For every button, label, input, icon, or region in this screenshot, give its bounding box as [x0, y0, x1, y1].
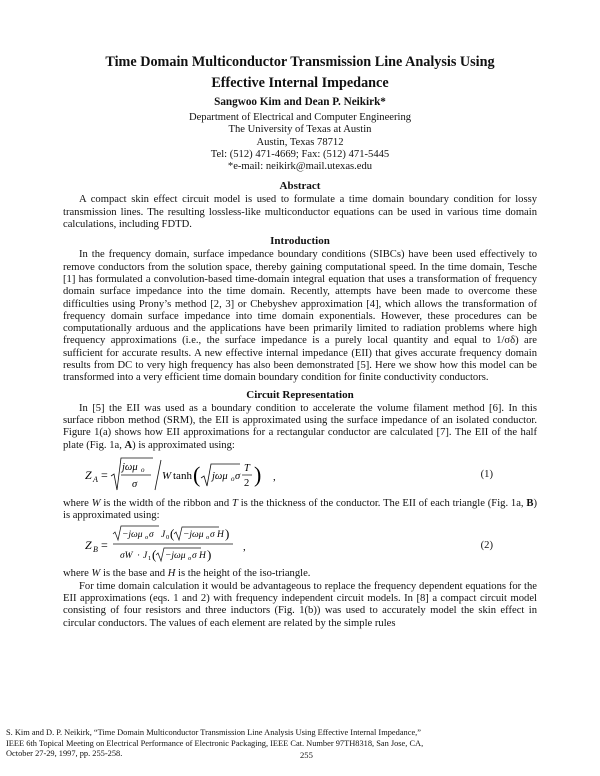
svg-text:,: , [243, 541, 246, 554]
svg-text:jωμ: jωμ [212, 470, 228, 482]
svg-text:σ: σ [149, 530, 154, 541]
footnote-line: IEEE 6th Topical Meeting on Electrical Performance of Electronic Packaging, IEEE Cat. Number 97TH8318, San Jose, CA, [6, 738, 424, 748]
svg-text:σ: σ [210, 530, 215, 541]
svg-text:o: o [231, 474, 235, 483]
svg-text:o: o [145, 534, 149, 542]
text-run: H [167, 568, 176, 580]
paper-title-line-2: Effective Internal Impedance [211, 75, 389, 91]
svg-text:(: ( [152, 547, 157, 563]
equation-2-number: (2) [480, 539, 493, 551]
svg-text:σ: σ [235, 470, 241, 482]
introduction-heading: Introduction [270, 235, 330, 248]
svg-text:tanh: tanh [173, 469, 192, 482]
svg-text:σ: σ [132, 478, 138, 490]
text-run: is the height of the iso-triangle. [175, 568, 311, 580]
footnote-line: S. Kim and D. P. Neikirk, “Time Domain Multiconductor Transmission Line Analysis Using Effective Internal Impedance,” [6, 728, 421, 737]
equation-1-formula [83, 454, 303, 496]
svg-text:,: , [273, 470, 276, 483]
affiliation-line: Austin, Texas 78712 [256, 136, 344, 148]
equation-2 [63, 524, 537, 566]
text-run: where [63, 497, 92, 509]
affiliation-line: Tel: (512) 471-4669; Fax: (512) 471-5445 [210, 148, 390, 160]
svg-text:=: = [101, 467, 108, 482]
circuit-paragraph-2 [63, 498, 537, 523]
svg-text:A: A [93, 474, 98, 484]
abstract-text: A compact skin effect circuit model is used to formulate a time domain boundary condition for lossy transmission lines. The resulting lossless-like multiconductor equations can be used in various time domain calculations, including FDTD. [63, 194, 537, 231]
circuit-heading: Circuit Representation [246, 388, 354, 401]
svg-text:H: H [199, 551, 206, 562]
svg-text:J: J [161, 530, 166, 541]
text-run: T [231, 497, 238, 509]
svg-text:W: W [162, 469, 172, 482]
paper-title-line-1: Time Domain Multiconductor Transmission Line Analysis Using [105, 54, 495, 70]
equation-1-number: (1) [480, 469, 493, 481]
affiliation-line: The University of Texas at Austin [228, 124, 372, 136]
citation-footnote [6, 728, 566, 760]
circuit-paragraph-3 [63, 568, 537, 580]
text-run: ) is approximated using: [63, 497, 537, 522]
text-run: A [124, 439, 133, 451]
svg-text:−jωμ: −jωμ [122, 530, 143, 541]
affiliation-line: Department of Electrical and Computer Engineering [188, 112, 412, 123]
svg-text:): ) [207, 547, 212, 563]
svg-text:0: 0 [166, 534, 170, 542]
svg-text:o: o [141, 465, 145, 474]
text-run: where [63, 568, 92, 580]
text-run: W [91, 568, 101, 580]
equation-2-formula [83, 524, 303, 566]
page-number: 255 [300, 750, 313, 760]
affiliation [63, 112, 537, 173]
svg-text:(: ( [170, 526, 175, 542]
svg-text:o: o [188, 555, 192, 563]
equation-1 [63, 454, 537, 496]
svg-text:T: T [244, 462, 250, 474]
svg-text:Z: Z [85, 538, 92, 553]
svg-text:J: J [143, 551, 148, 562]
svg-text:·: · [137, 551, 141, 562]
svg-text:): ) [254, 461, 262, 487]
svg-text:o: o [206, 534, 210, 542]
svg-text:=: = [101, 538, 108, 553]
svg-text:H: H [217, 530, 224, 541]
text-run: In [5] the EII was used as a boundary condition to accelerate the volume filament method [6]. In this surface ribbon method (SRM), the EII is approximated using the surface impedance of an isolated conductor. Figure 1(a) shows how EII approximations for a rectangular conductor are calculated [7]. The EII of the half plate (Fig. 1a, [63, 402, 537, 451]
text-run: is the base and [100, 568, 168, 580]
svg-text:(: ( [193, 461, 201, 487]
footnote-line: October 27-29, 1997, pp. 255-258. [6, 749, 123, 758]
svg-text:): ) [225, 526, 230, 542]
text-run: is the thickness of the conductor. The EII of each triangle (Fig. 1a, [237, 497, 527, 509]
svg-text:1: 1 [148, 555, 152, 563]
circuit-paragraph-1 [63, 403, 537, 452]
introduction-text: In the frequency domain, surface impedance boundary conditions (SIBCs) have been used effectively to remove conductors from the solution space, thereby gaining computational speed. In the time domain, Tesche [1] has formulated a convolution-based time-domain integral equation that uses a transformation of frequency domain surface impedance into the time domain. Recently, attempts have been made to overcome these difficulties using Prony’s method [2, 3] or Chebyshev approximation [4], which allows the transformation of frequency domain surface impedance into time domain exponentials. However, these procedures can be computationally arduous and the applications have been primarily limited to radiation problems where high frequency approximations (i.e., the surface impedance is a purely local quantity and equal to 1/σδ) are sufficient for accurate results. A new effective internal impedance (EII) that gives accurate frequency domain results from DC to very high frequency has also been demonstrated [5]. Here we show how this model can be transformed into a very efficient time domain boundary condition for finite conductivity conductors. [63, 249, 537, 384]
svg-text:B: B [93, 545, 98, 555]
text-run: B [526, 497, 534, 509]
authors: Sangwoo Kim and Dean P. Neikirk* [214, 96, 386, 108]
svg-text:−jωμ: −jωμ [165, 551, 186, 562]
svg-text:2: 2 [244, 477, 250, 489]
svg-text:jωμ: jωμ [122, 461, 138, 473]
affiliation-line: *e-mail: neikirk@mail.utexas.edu [227, 161, 373, 173]
svg-text:−jωμ: −jωμ [183, 530, 204, 541]
circuit-paragraph-4: For time domain calculation it would be advantageous to replace the frequency dependent equations for the EII approximations (eqs. 1 and 2) with frequency independent circuit models. In [8] a compact circuit model consisting of four resistors and three inductors (Fig. 1(b)) was used to accurately model the skin effect in circular conductors. The values of each element are related by the simple rules [63, 580, 537, 629]
svg-text:σW: σW [120, 551, 133, 562]
text-run: W [91, 497, 101, 509]
paper-body [63, 52, 537, 630]
text-run: is the width of the ribbon and [100, 497, 232, 509]
svg-text:Z: Z [85, 467, 92, 482]
abstract-heading: Abstract [279, 180, 321, 193]
text-run: ) is approximated using: [132, 439, 235, 451]
svg-text:σ: σ [192, 551, 197, 562]
